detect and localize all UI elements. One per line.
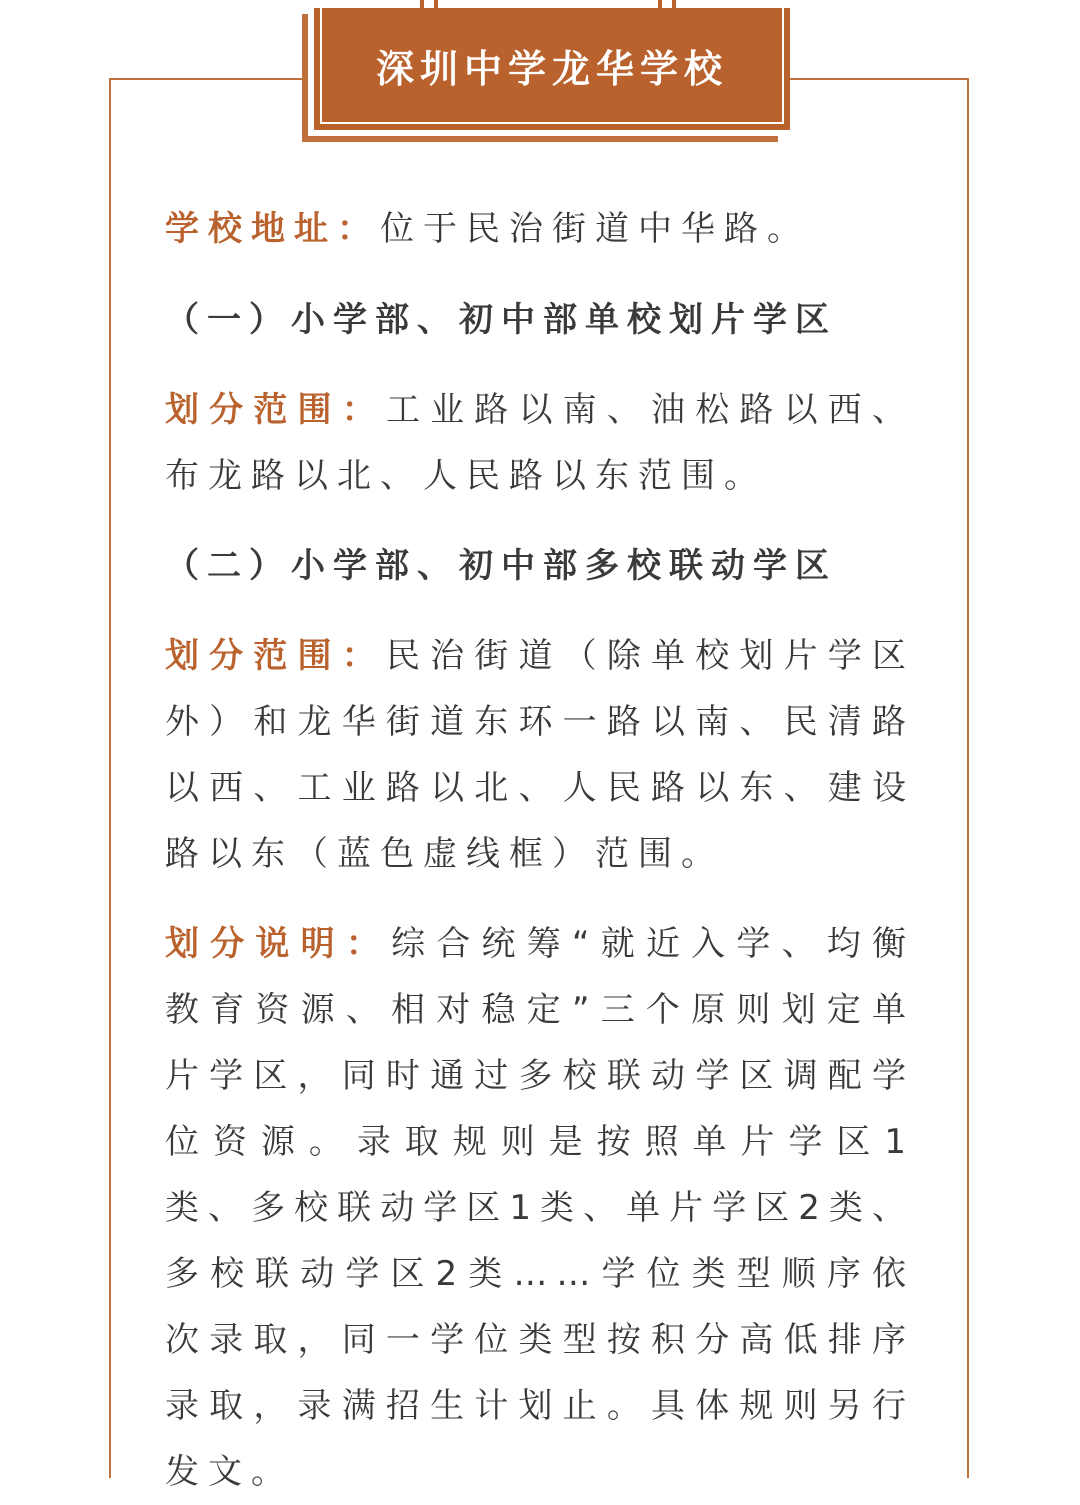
title-plate: [314, 8, 790, 130]
section2-heading: （二）小学部、初中部多校联动学区: [165, 546, 837, 586]
section1-range-text: 工业路以南、油松路以西、布龙路以北、人民路以东范围。: [165, 390, 915, 496]
school-name-title: 深圳中学龙华学校: [375, 46, 728, 91]
address-paragraph: [165, 196, 915, 262]
address-text: 位于民治街道中华路。: [380, 209, 810, 249]
explanation-label: 划分说明：: [165, 924, 392, 964]
explanation-text: 综合统筹“就近入学、均衡教育资源、相对稳定”三个原则划定单片学区，同时通过多校联动学区调配学位资源。录取规则是按照单片学区1类、多校联动学区1类、单片学区2类、多校联动学区2类……学位类型顺序依次录取，同一学位类型按积分高低排序录取，录满招生计划止。具体规则另行发文。: [165, 924, 915, 1492]
section1-range-paragraph: [165, 377, 915, 509]
explanation-paragraph: [165, 911, 915, 1505]
section2-range-paragraph: [165, 623, 915, 887]
section1-heading: （一）小学部、初中部单校划片学区: [165, 300, 837, 340]
address-label: 学校地址：: [165, 209, 380, 249]
section2-range-text: 民治街道（除单校划片学区外）和龙华街道东环一路以南、民清路以西、工业路以北、人民路以东、建设路以东（蓝色虚线框）范围。: [165, 636, 915, 874]
section2-range-label: 划分范围：: [165, 636, 386, 676]
section1-range-label: 划分范围：: [165, 390, 386, 430]
content-body: [165, 196, 915, 1505]
